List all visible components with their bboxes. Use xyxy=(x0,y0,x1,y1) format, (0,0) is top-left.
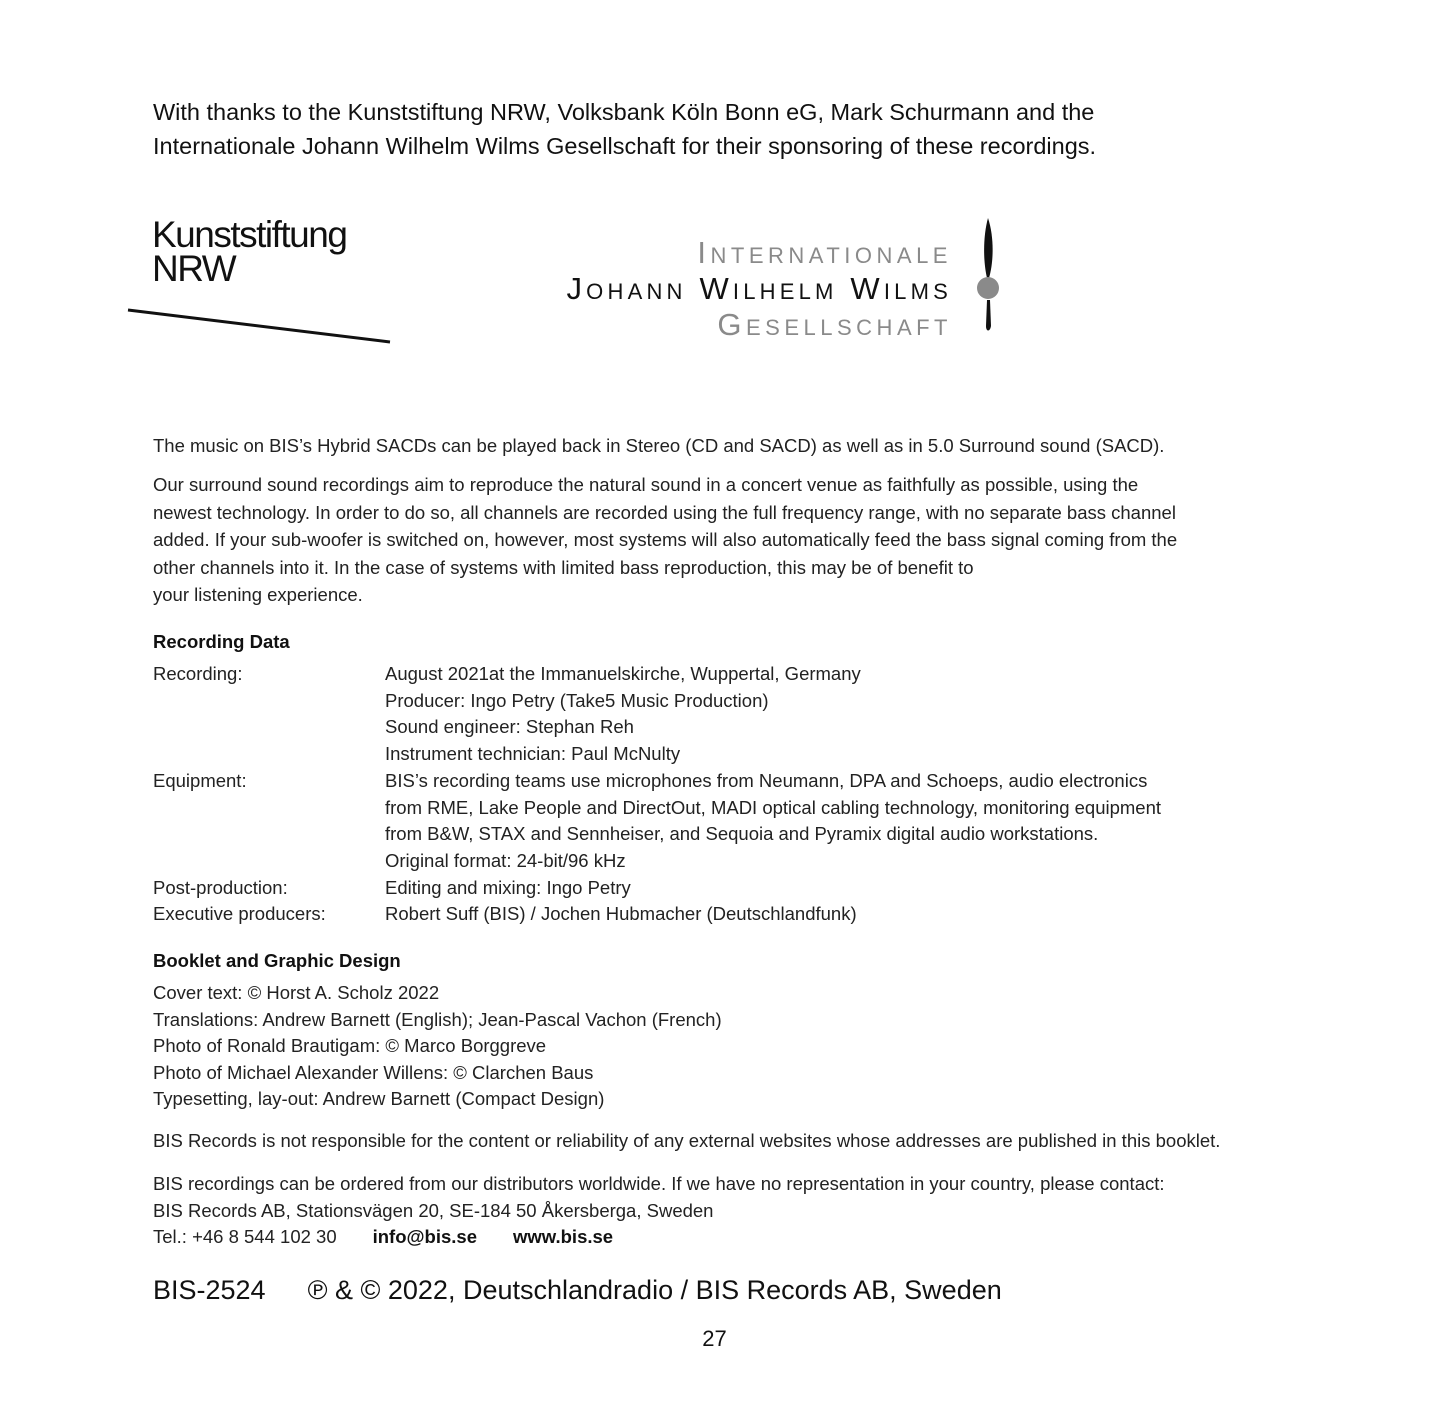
booklet-design-heading: Booklet and Graphic Design xyxy=(153,950,401,971)
row-label: Recording: xyxy=(153,663,243,684)
copyright-notice: ℗ & © 2022, Deutschlandradio / BIS Records AB, Sweden xyxy=(307,1275,1002,1305)
row-value: Original format: 24-bit/96 kHz xyxy=(385,849,626,871)
recording-data-row xyxy=(153,901,1161,928)
row-label: Post-production: xyxy=(153,876,288,898)
credit-line: Translations: Andrew Barnett (English); Jean-Pascal Vachon (French) xyxy=(153,1008,722,1030)
recording-data-row xyxy=(153,661,1161,768)
email-link[interactable]: info@bis.se xyxy=(372,1226,477,1247)
credit-line: Typesetting, lay-out: Andrew Barnett (Compact Design) xyxy=(153,1088,605,1109)
kunststiftung-logo-text: Kunststiftung xyxy=(152,214,347,255)
kunststiftung-logo-subtext: NRW xyxy=(152,248,236,289)
row-values xyxy=(385,768,1161,875)
surround-description-line: your listening experience. xyxy=(153,584,363,605)
sponsor-thanks-line: With thanks to the Kunststiftung NRW, Volksbank Köln Bonn eG, Mark Schurmann and the xyxy=(153,99,1095,125)
row-value: Producer: Ingo Petry (Take5 Music Production) xyxy=(385,689,769,711)
recording-data-table xyxy=(153,661,1161,928)
row-label: Executive producers: xyxy=(153,903,326,925)
row-value: from B&W, STAX and Sennheiser, and Sequoia and Pyramix digital audio workstations. xyxy=(385,823,1099,845)
page-number: 27 xyxy=(702,1326,727,1351)
website-link[interactable]: www.bis.se xyxy=(513,1226,614,1247)
sponsor-thanks xyxy=(153,95,1333,163)
contact-intro: BIS recordings can be ordered from our distributors worldwide. If we have no representation in your country, please contact: xyxy=(153,1173,1165,1194)
surround-description-line: added. If your sub-woofer is switched on, however, most systems will also automatically feed the bass signal coming from the xyxy=(153,529,1178,550)
credit-line: Cover text: © Horst A. Scholz 2022 xyxy=(153,982,440,1003)
sponsor-thanks-line: Internationale Johann Wilhelm Wilms Gesellschaft for their sponsoring of these recordings. xyxy=(153,133,1097,159)
surround-description xyxy=(153,471,1177,609)
row-value: Editing and mixing: Ingo Petry xyxy=(385,876,631,898)
surround-description-line: newest technology. In order to do so, all channels are recorded using the full frequency range, with no separate bass channel xyxy=(153,501,1176,523)
row-label: Equipment: xyxy=(153,769,247,791)
row-values xyxy=(385,661,861,768)
ijww-logo xyxy=(520,235,952,343)
ijww-logo-line: Internationale xyxy=(697,235,952,270)
telephone: Tel.: +46 8 544 102 30 xyxy=(153,1226,337,1247)
ijww-logo-line: Gesellschaft xyxy=(717,307,952,342)
catalog-number: BIS-2524 xyxy=(153,1275,266,1305)
row-value: Instrument technician: Paul McNulty xyxy=(385,743,681,765)
postal-address: BIS Records AB, Stationsvägen 20, SE-184 50 Åkersberga, Sweden xyxy=(153,1199,714,1221)
credit-line: Photo of Michael Alexander Willens: © Clarchen Baus xyxy=(153,1061,594,1083)
surround-description-line: other channels into it. In the case of systems with limited bass reproduction, this may be of benefit to xyxy=(153,556,974,578)
row-value: Sound engineer: Stephan Reh xyxy=(385,716,634,738)
row-value: August 2021at the Immanuelskirche, Wuppertal, Germany xyxy=(385,663,861,684)
credit-line: Photo of Ronald Brautigam: © Marco Borggreve xyxy=(153,1035,547,1056)
kunststiftung-nrw-logo xyxy=(152,214,347,289)
row-value: BIS’s recording teams use microphones from Neumann, DPA and Schoeps, audio electronics xyxy=(385,769,1148,791)
recording-data-row xyxy=(153,768,1161,875)
kunststiftung-logo-rule xyxy=(126,300,396,350)
catalog-footer xyxy=(153,1273,1002,1307)
exclamation-mark-icon xyxy=(972,216,1006,336)
row-value: Robert Suff (BIS) / Jochen Hubmacher (Deutschlandfunk) xyxy=(385,903,857,925)
surround-description-line: Our surround sound recordings aim to reproduce the natural sound in a concert venue as faithfully as possible, using the xyxy=(153,474,1139,495)
ijww-logo-line: Johann Wilhelm Wilms xyxy=(566,271,952,306)
recording-data-row xyxy=(153,875,1161,902)
row-values xyxy=(385,901,857,928)
external-websites-disclaimer: BIS Records is not responsible for the content or reliability of any external websites whose addresses are published in this booklet. xyxy=(153,1130,1221,1151)
contact-info xyxy=(153,1171,1165,1251)
recording-data-heading: Recording Data xyxy=(153,631,290,652)
row-value: from RME, Lake People and DirectOut, MADI optical cabling technology, monitoring equipment xyxy=(385,796,1162,818)
contact-line xyxy=(153,1224,1165,1251)
surround-intro: The music on BIS’s Hybrid SACDs can be played back in Stereo (CD and SACD) as well as in 5.0 Surround sound (SACD). xyxy=(153,435,1165,456)
booklet-credits xyxy=(153,980,722,1113)
row-values xyxy=(385,875,631,902)
